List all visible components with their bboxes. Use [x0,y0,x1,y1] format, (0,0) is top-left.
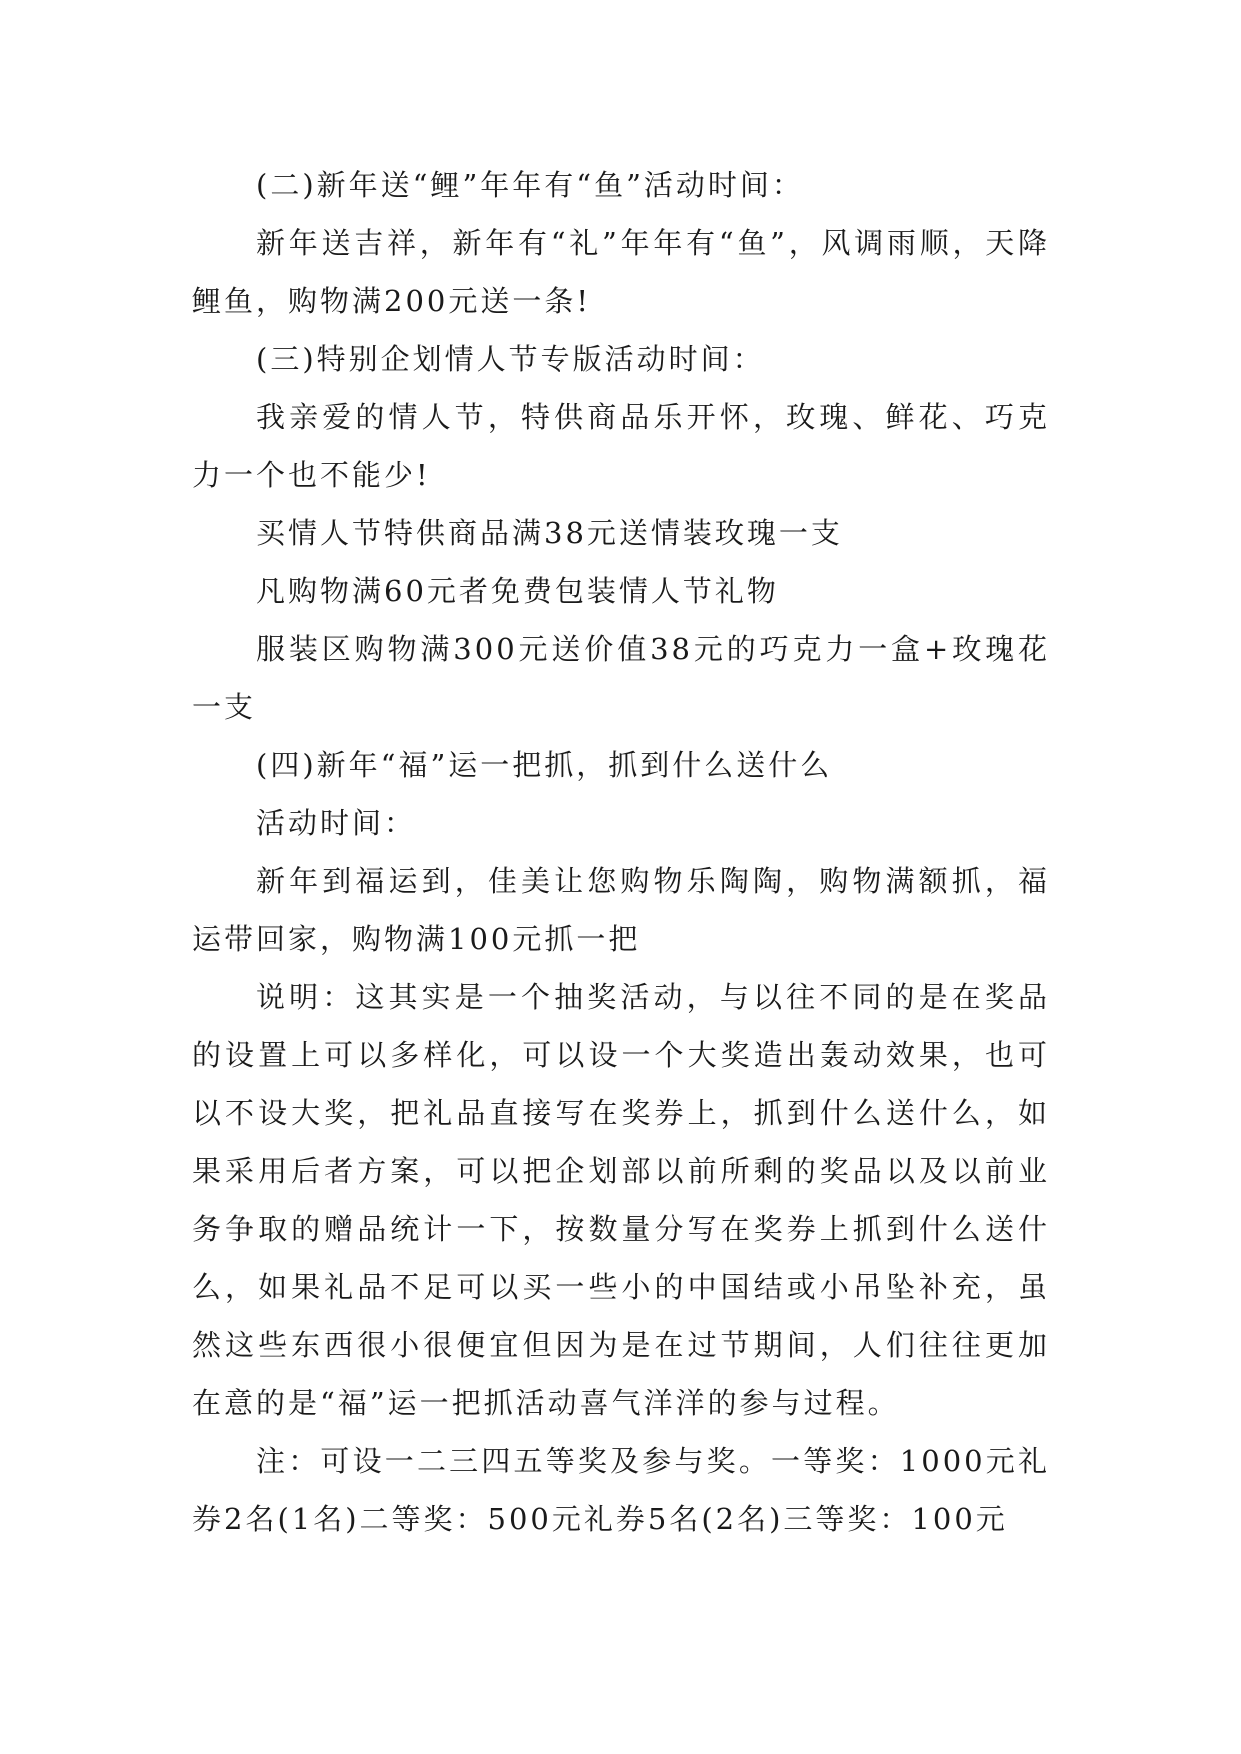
paragraph-explanation: 说明：这其实是一个抽奖活动，与以往不同的是在奖品的设置上可以多样化，可以设一个大奖造出轰动效果，也可以不设大奖，把礼品直接写在奖券上，抓到什么送什么，如果采用后者方案，可以把企划部以前所剩的奖品以及以前业务争取的赠品统计一下，按数量分写在奖券上抓到什么送什么，如果礼品不足可以买一些小的中国结或小吊坠补充，虽然这些东西很小很便宜但因为是在过节期间，人们往往更加在意的是“福”运一把抓活动喜气洋洋的参与过程。 [192,980,1050,1420]
paragraph-activity-3-item-2: 凡购物满60元者免费包装情人节礼物 [256,574,779,608]
heading-activity-2: (二)新年送“鲤”年年有“鱼”活动时间： [256,168,804,202]
document-body [192,156,1050,1548]
paragraph-activity-4-desc: 新年到福运到，佳美让您购物乐陶陶，购物满额抓，福运带回家，购物满100元抓一把 [192,864,1050,956]
heading-activity-4: (四)新年“福”运一把抓，抓到什么送什么 [256,748,833,782]
label-activity-time: 活动时间： [256,806,417,840]
paragraph-activity-2-desc: 新年送吉祥，新年有“礼”年年有“鱼”，风调雨顺，天降鲤鱼，购物满200元送一条! [192,226,1050,318]
paragraph-activity-3-desc: 我亲爱的情人节，特供商品乐开怀，玫瑰、鲜花、巧克力一个也不能少! [192,400,1050,492]
paragraph-activity-3-item-1: 买情人节特供商品满38元送情装玫瑰一支 [256,516,843,550]
heading-activity-3: (三)特别企划情人节专版活动时间： [256,342,765,376]
paragraph-note-prizes: 注：可设一二三四五等奖及参与奖。一等奖：1000元礼券2名(1名)二等奖：500元礼券5名(2名)三等奖：100元 [192,1444,1050,1536]
paragraph-activity-3-item-3: 服装区购物满300元送价值38元的巧克力一盒+玫瑰花一支 [192,632,1050,724]
